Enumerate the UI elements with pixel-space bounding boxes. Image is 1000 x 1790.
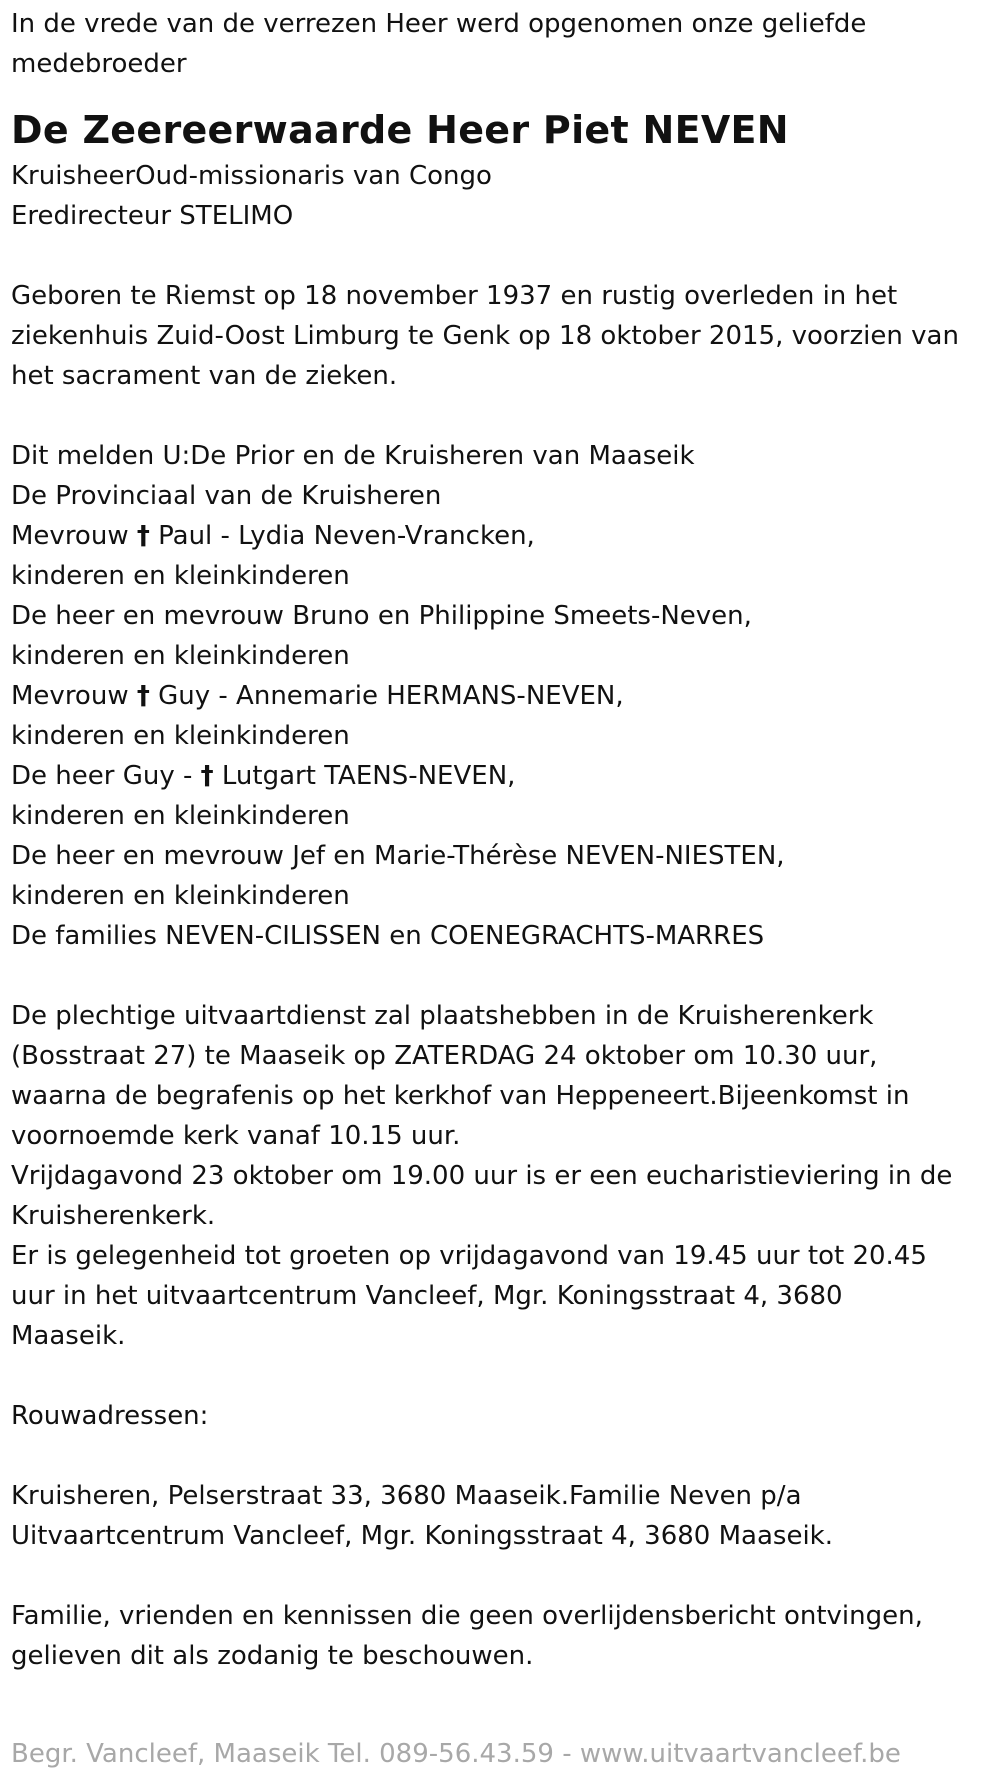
spacer: [11, 396, 1000, 436]
rouwadressen-label: [11, 1396, 1000, 1436]
announcer-text: Mevrouw: [11, 681, 137, 711]
cross-icon: †: [136, 521, 150, 551]
address-line: Kruisheren, Pelserstraat 33, 3680 Maaseik.Familie Neven p/a: [11, 1481, 802, 1511]
announcer-line: kinderen en kleinkinderen: [11, 641, 350, 671]
announcer-line: De heer en mevrouw Bruno en Philippine Smeets-Neven,: [11, 601, 752, 631]
subtitle-line: Eredirecteur STELIMO: [11, 201, 294, 231]
service-line: waarna de begrafenis op het kerkhof van Heppeneert.Bijeenkomst in: [11, 1081, 910, 1111]
announcer-line: [11, 676, 1000, 716]
announcer-text: Paul - Lydia Neven-Vrancken,: [149, 521, 535, 551]
service-line: Vrijdagavond 23 oktober om 19.00 uur is er een eucharistieviering in de: [11, 1161, 953, 1191]
announcer-line: kinderen en kleinkinderen: [11, 801, 350, 831]
spacer: [11, 236, 1000, 276]
closing-line: gelieven dit als zodanig te beschouwen.: [11, 1641, 534, 1671]
service-line: (Bosstraat 27) te Maaseik op ZATERDAG 24 oktober om 10.30 uur,: [11, 1041, 878, 1071]
closing-paragraph: [11, 1596, 1000, 1676]
birth-death-line: Geboren te Riemst op 18 november 1937 en rustig overleden in het: [11, 281, 898, 311]
closing-line: Familie, vrienden en kennissen die geen overlijdensbericht ontvingen,: [11, 1601, 923, 1631]
service-line: Maaseik.: [11, 1321, 126, 1351]
service-line: voornoemde kerk vanaf 10.15 uur.: [11, 1121, 461, 1151]
spacer: [11, 956, 1000, 996]
announcer-line: kinderen en kleinkinderen: [11, 721, 350, 751]
announcer-line: [11, 516, 1000, 556]
announcer-line: Dit melden U:De Prior en de Kruisheren van Maaseik: [11, 441, 695, 471]
birth-death-paragraph: [11, 276, 1000, 396]
announcer-text: Lutgart TAENS-NEVEN,: [213, 761, 516, 791]
address-line: Uitvaartcentrum Vancleef, Mgr. Koningsstraat 4, 3680 Maaseik.: [11, 1521, 833, 1551]
intro-paragraph: [11, 4, 1000, 84]
announcer-line: kinderen en kleinkinderen: [11, 881, 350, 911]
announcer-line: [11, 756, 1000, 796]
spacer: [11, 1436, 1000, 1476]
funeral-home-footer: Begr. Vancleef, Maaseik Tel. 089-56.43.59 - www.uitvaartvancleef.be: [11, 1739, 901, 1769]
subtitle-paragraph: [11, 156, 1000, 236]
service-line: Er is gelegenheid tot groeten op vrijdagavond van 19.45 uur tot 20.45: [11, 1241, 927, 1271]
intro-line: medebroeder: [11, 49, 187, 79]
cross-icon: †: [200, 761, 214, 791]
subtitle-line: KruisheerOud-missionaris van Congo: [11, 161, 492, 191]
announcer-line: De families NEVEN-CILISSEN en COENEGRACHTS-MARRES: [11, 921, 765, 951]
announcer-line: De Provinciaal van de Kruisheren: [11, 481, 442, 511]
birth-death-line: het sacrament van de zieken.: [11, 361, 398, 391]
announcers-paragraph: [11, 436, 1000, 956]
announcer-text: Guy - Annemarie HERMANS-NEVEN,: [149, 681, 624, 711]
addresses-paragraph: [11, 1476, 1000, 1556]
service-line: Kruisherenkerk.: [11, 1201, 216, 1231]
announcer-line: kinderen en kleinkinderen: [11, 561, 350, 591]
rouwadressen-heading: Rouwadressen:: [11, 1401, 209, 1431]
birth-death-line: ziekenhuis Zuid-Oost Limburg te Genk op 18 oktober 2015, voorzien van: [11, 321, 959, 351]
spacer: [11, 1556, 1000, 1596]
announcer-line: De heer en mevrouw Jef en Marie-Thérèse NEVEN-NIESTEN,: [11, 841, 785, 871]
service-line: De plechtige uitvaartdienst zal plaatshebben in de Kruisherenkerk: [11, 1001, 874, 1031]
deceased-name-title: De Zeereerwaarde Heer Piet NEVEN: [11, 108, 789, 152]
announcer-text: Mevrouw: [11, 521, 137, 551]
announcer-text: De heer Guy -: [11, 761, 201, 791]
spacer: [11, 1356, 1000, 1396]
cross-icon: †: [136, 681, 150, 711]
intro-line: In de vrede van de verrezen Heer werd opgenomen onze geliefde: [11, 9, 867, 39]
service-line: uur in het uitvaartcentrum Vancleef, Mgr. Koningsstraat 4, 3680: [11, 1281, 843, 1311]
service-paragraph: [11, 996, 1000, 1356]
